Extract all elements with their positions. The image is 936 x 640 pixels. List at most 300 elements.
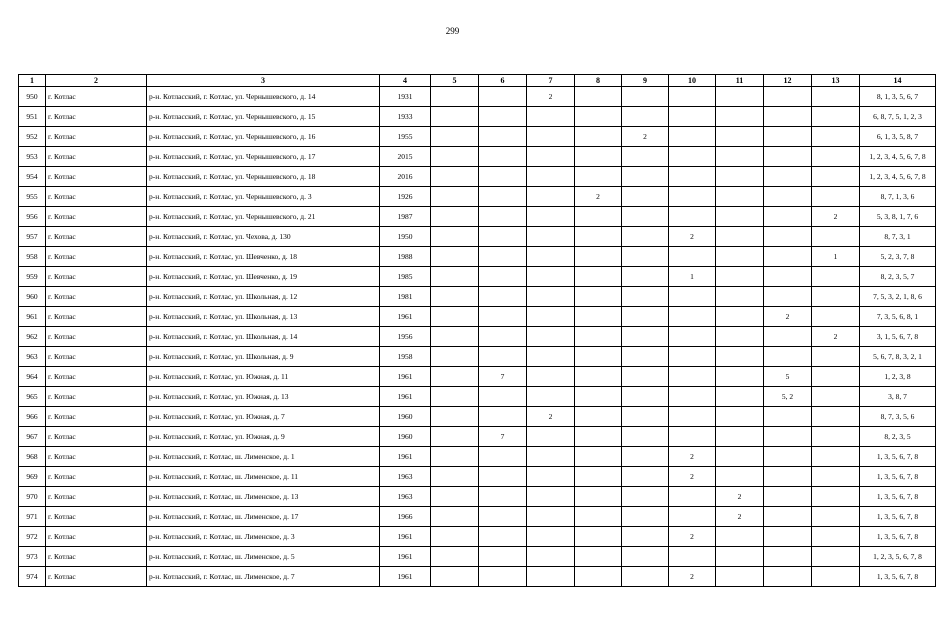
- cell-col-7: [527, 467, 575, 487]
- column-header-4: 4: [380, 75, 431, 87]
- cell-col-8: [575, 247, 622, 267]
- cell-col-2: г. Котлас: [46, 327, 147, 347]
- cell-col-14: 1, 3, 5, 6, 7, 8: [860, 567, 936, 587]
- column-header-3: 3: [147, 75, 380, 87]
- cell-col-11: [716, 227, 764, 247]
- cell-col-2: г. Котлас: [46, 387, 147, 407]
- cell-col-7: [527, 487, 575, 507]
- cell-col-8: [575, 327, 622, 347]
- column-header-6: 6: [479, 75, 527, 87]
- cell-col-8: [575, 487, 622, 507]
- cell-col-13: [812, 127, 860, 147]
- cell-col-11: [716, 327, 764, 347]
- cell-col-2: г. Котлас: [46, 567, 147, 587]
- cell-col-12: [764, 247, 812, 267]
- cell-col-3: р-н. Котласский, г. Котлас, ш. Лименское, д. 7: [147, 567, 380, 587]
- cell-col-13: [812, 347, 860, 367]
- cell-col-3: р-н. Котласский, г. Котлас, ш. Лименское, д. 5: [147, 547, 380, 567]
- table-row: [19, 307, 936, 327]
- cell-col-13: [812, 287, 860, 307]
- cell-col-2: г. Котлас: [46, 467, 147, 487]
- cell-col-1: 957: [19, 227, 46, 247]
- cell-col-5: [431, 527, 479, 547]
- cell-col-4: 1961: [380, 387, 431, 407]
- cell-col-12: [764, 407, 812, 427]
- cell-col-8: [575, 267, 622, 287]
- cell-col-14: 1, 3, 5, 6, 7, 8: [860, 527, 936, 547]
- cell-col-9: [622, 367, 669, 387]
- cell-col-9: [622, 427, 669, 447]
- cell-col-5: [431, 447, 479, 467]
- cell-col-6: [479, 447, 527, 467]
- cell-col-14: 1, 2, 3, 4, 5, 6, 7, 8: [860, 147, 936, 167]
- cell-col-12: [764, 527, 812, 547]
- cell-col-10: [669, 147, 716, 167]
- table-row: [19, 287, 936, 307]
- cell-col-6: [479, 507, 527, 527]
- cell-col-6: [479, 327, 527, 347]
- cell-col-12: [764, 127, 812, 147]
- cell-col-6: [479, 307, 527, 327]
- cell-col-4: 1961: [380, 367, 431, 387]
- cell-col-9: [622, 227, 669, 247]
- cell-col-13: 1: [812, 247, 860, 267]
- cell-col-3: р-н. Котласский, г. Котлас, ул. Южная, д. 11: [147, 367, 380, 387]
- cell-col-1: 958: [19, 247, 46, 267]
- cell-col-3: р-н. Котласский, г. Котлас, ул. Чернышевского, д. 21: [147, 207, 380, 227]
- cell-col-13: [812, 367, 860, 387]
- cell-col-6: [479, 107, 527, 127]
- cell-col-14: 5, 3, 8, 1, 7, 6: [860, 207, 936, 227]
- cell-col-6: [479, 207, 527, 227]
- cell-col-10: [669, 507, 716, 527]
- cell-col-7: [527, 167, 575, 187]
- cell-col-2: г. Котлас: [46, 107, 147, 127]
- cell-col-6: [479, 487, 527, 507]
- cell-col-10: [669, 407, 716, 427]
- cell-col-11: [716, 447, 764, 467]
- column-header-11: 11: [716, 75, 764, 87]
- cell-col-9: [622, 147, 669, 167]
- cell-col-1: 973: [19, 547, 46, 567]
- cell-col-14: 8, 7, 3, 5, 6: [860, 407, 936, 427]
- cell-col-3: р-н. Котласский, г. Котлас, ул. Школьная, д. 13: [147, 307, 380, 327]
- cell-col-14: 8, 7, 1, 3, 6: [860, 187, 936, 207]
- cell-col-4: 1985: [380, 267, 431, 287]
- cell-col-11: [716, 567, 764, 587]
- cell-col-6: [479, 567, 527, 587]
- cell-col-10: [669, 307, 716, 327]
- cell-col-1: 955: [19, 187, 46, 207]
- cell-col-11: [716, 307, 764, 327]
- cell-col-6: [479, 87, 527, 107]
- cell-col-6: [479, 407, 527, 427]
- cell-col-3: р-н. Котласский, г. Котлас, ул. Южная, д. 9: [147, 427, 380, 447]
- cell-col-13: [812, 387, 860, 407]
- cell-col-1: 972: [19, 527, 46, 547]
- cell-col-3: р-н. Котласский, г. Котлас, ул. Шевченко, д. 19: [147, 267, 380, 287]
- cell-col-7: 2: [527, 407, 575, 427]
- cell-col-2: г. Котлас: [46, 147, 147, 167]
- cell-col-4: 1950: [380, 227, 431, 247]
- cell-col-7: [527, 247, 575, 267]
- cell-col-12: 5, 2: [764, 387, 812, 407]
- cell-col-5: [431, 127, 479, 147]
- cell-col-14: 7, 5, 3, 2, 1, 8, 6: [860, 287, 936, 307]
- cell-col-5: [431, 87, 479, 107]
- column-header-14: 14: [860, 75, 936, 87]
- cell-col-8: [575, 547, 622, 567]
- cell-col-13: [812, 527, 860, 547]
- cell-col-5: [431, 387, 479, 407]
- cell-col-4: 2015: [380, 147, 431, 167]
- cell-col-10: [669, 547, 716, 567]
- column-header-2: 2: [46, 75, 147, 87]
- table-row: [19, 387, 936, 407]
- cell-col-2: г. Котлас: [46, 527, 147, 547]
- cell-col-10: 2: [669, 467, 716, 487]
- cell-col-10: [669, 367, 716, 387]
- cell-col-5: [431, 287, 479, 307]
- cell-col-9: [622, 387, 669, 407]
- table-row: [19, 327, 936, 347]
- cell-col-1: 967: [19, 427, 46, 447]
- cell-col-3: р-н. Котласский, г. Котлас, ул. Шевченко, д. 18: [147, 247, 380, 267]
- cell-col-10: [669, 327, 716, 347]
- cell-col-10: 2: [669, 447, 716, 467]
- cell-col-2: г. Котлас: [46, 347, 147, 367]
- cell-col-8: [575, 207, 622, 227]
- cell-col-9: [622, 447, 669, 467]
- cell-col-11: [716, 187, 764, 207]
- page-number: 299: [445, 26, 460, 36]
- cell-col-7: 2: [527, 87, 575, 107]
- table-row: [19, 247, 936, 267]
- cell-col-11: [716, 127, 764, 147]
- cell-col-12: [764, 227, 812, 247]
- cell-col-6: [479, 127, 527, 147]
- cell-col-5: [431, 267, 479, 287]
- cell-col-8: [575, 287, 622, 307]
- cell-col-1: 966: [19, 407, 46, 427]
- cell-col-5: [431, 407, 479, 427]
- cell-col-7: [527, 307, 575, 327]
- cell-col-5: [431, 567, 479, 587]
- cell-col-2: г. Котлас: [46, 487, 147, 507]
- cell-col-2: г. Котлас: [46, 187, 147, 207]
- cell-col-7: [527, 227, 575, 247]
- cell-col-7: [527, 367, 575, 387]
- cell-col-1: 969: [19, 467, 46, 487]
- cell-col-7: [527, 187, 575, 207]
- cell-col-3: р-н. Котласский, г. Котлас, ш. Лименское, д. 13: [147, 487, 380, 507]
- cell-col-1: 964: [19, 367, 46, 387]
- cell-col-13: [812, 447, 860, 467]
- cell-col-14: 3, 8, 7: [860, 387, 936, 407]
- cell-col-6: [479, 467, 527, 487]
- cell-col-7: [527, 127, 575, 147]
- cell-col-4: 1966: [380, 507, 431, 527]
- cell-col-14: 1, 3, 5, 6, 7, 8: [860, 507, 936, 527]
- cell-col-13: [812, 147, 860, 167]
- cell-col-2: г. Котлас: [46, 267, 147, 287]
- table-row: [19, 367, 936, 387]
- cell-col-3: р-н. Котласский, г. Котлас, ул. Чехова, д. 130: [147, 227, 380, 247]
- cell-col-13: [812, 187, 860, 207]
- cell-col-3: р-н. Котласский, г. Котлас, ул. Чернышевского, д. 16: [147, 127, 380, 147]
- cell-col-14: 1, 2, 3, 5, 6, 7, 8: [860, 547, 936, 567]
- cell-col-1: 960: [19, 287, 46, 307]
- cell-col-8: [575, 387, 622, 407]
- cell-col-3: р-н. Котласский, г. Котлас, ш. Лименское, д. 17: [147, 507, 380, 527]
- cell-col-13: 2: [812, 327, 860, 347]
- table-row: [19, 227, 936, 247]
- cell-col-2: г. Котлас: [46, 507, 147, 527]
- cell-col-6: [479, 347, 527, 367]
- cell-col-10: 2: [669, 227, 716, 247]
- cell-col-2: г. Котлас: [46, 247, 147, 267]
- cell-col-11: [716, 107, 764, 127]
- cell-col-10: [669, 387, 716, 407]
- cell-col-14: 8, 1, 3, 5, 6, 7: [860, 87, 936, 107]
- cell-col-12: [764, 267, 812, 287]
- cell-col-11: [716, 427, 764, 447]
- cell-col-8: [575, 507, 622, 527]
- table-row: [19, 147, 936, 167]
- cell-col-2: г. Котлас: [46, 227, 147, 247]
- cell-col-8: [575, 347, 622, 367]
- cell-col-9: 2: [622, 127, 669, 147]
- cell-col-6: [479, 167, 527, 187]
- cell-col-11: [716, 407, 764, 427]
- cell-col-14: 8, 7, 3, 1: [860, 227, 936, 247]
- cell-col-11: 2: [716, 507, 764, 527]
- cell-col-6: [479, 547, 527, 567]
- cell-col-12: [764, 207, 812, 227]
- table-row: [19, 447, 936, 467]
- cell-col-11: [716, 167, 764, 187]
- cell-col-6: [479, 287, 527, 307]
- cell-col-2: г. Котлас: [46, 447, 147, 467]
- cell-col-12: [764, 147, 812, 167]
- column-header-13: 13: [812, 75, 860, 87]
- cell-col-14: 1, 2, 3, 8: [860, 367, 936, 387]
- cell-col-7: [527, 447, 575, 467]
- cell-col-10: [669, 287, 716, 307]
- cell-col-10: [669, 207, 716, 227]
- cell-col-12: [764, 507, 812, 527]
- cell-col-9: [622, 167, 669, 187]
- cell-col-8: 2: [575, 187, 622, 207]
- cell-col-1: 953: [19, 147, 46, 167]
- cell-col-8: [575, 467, 622, 487]
- cell-col-14: 6, 8, 7, 5, 1, 2, 3: [860, 107, 936, 127]
- cell-col-9: [622, 267, 669, 287]
- cell-col-14: 5, 6, 7, 8, 3, 2, 1: [860, 347, 936, 367]
- cell-col-1: 961: [19, 307, 46, 327]
- cell-col-11: [716, 207, 764, 227]
- cell-col-1: 959: [19, 267, 46, 287]
- cell-col-14: 1, 3, 5, 6, 7, 8: [860, 447, 936, 467]
- cell-col-5: [431, 227, 479, 247]
- cell-col-9: [622, 487, 669, 507]
- cell-col-5: [431, 247, 479, 267]
- cell-col-14: 6, 1, 3, 5, 8, 7: [860, 127, 936, 147]
- table-row: [19, 427, 936, 447]
- cell-col-11: 2: [716, 487, 764, 507]
- cell-col-3: р-н. Котласский, г. Котлас, ул. Южная, д. 7: [147, 407, 380, 427]
- cell-col-14: 3, 1, 5, 6, 7, 8: [860, 327, 936, 347]
- cell-col-9: [622, 207, 669, 227]
- cell-col-11: [716, 247, 764, 267]
- cell-col-14: 1, 2, 3, 4, 5, 6, 7, 8: [860, 167, 936, 187]
- cell-col-3: р-н. Котласский, г. Котлас, ул. Чернышевского, д. 3: [147, 187, 380, 207]
- table-row: [19, 407, 936, 427]
- cell-col-11: [716, 467, 764, 487]
- cell-col-8: [575, 167, 622, 187]
- cell-col-1: 951: [19, 107, 46, 127]
- cell-col-14: 7, 3, 5, 6, 8, 1: [860, 307, 936, 327]
- cell-col-9: [622, 547, 669, 567]
- cell-col-1: 962: [19, 327, 46, 347]
- cell-col-9: [622, 287, 669, 307]
- cell-col-1: 950: [19, 87, 46, 107]
- cell-col-5: [431, 327, 479, 347]
- cell-col-13: [812, 487, 860, 507]
- cell-col-13: [812, 87, 860, 107]
- cell-col-12: [764, 447, 812, 467]
- cell-col-4: 1958: [380, 347, 431, 367]
- cell-col-6: [479, 267, 527, 287]
- cell-col-3: р-н. Котласский, г. Котлас, ш. Лименское, д. 1: [147, 447, 380, 467]
- cell-col-2: г. Котлас: [46, 207, 147, 227]
- cell-col-3: р-н. Котласский, г. Котлас, ул. Школьная, д. 9: [147, 347, 380, 367]
- cell-col-5: [431, 207, 479, 227]
- cell-col-2: г. Котлас: [46, 367, 147, 387]
- cell-col-6: [479, 147, 527, 167]
- cell-col-5: [431, 547, 479, 567]
- cell-col-13: [812, 507, 860, 527]
- cell-col-12: [764, 187, 812, 207]
- cell-col-9: [622, 327, 669, 347]
- cell-col-4: 1960: [380, 427, 431, 447]
- cell-col-12: [764, 427, 812, 447]
- cell-col-3: р-н. Котласский, г. Котлас, ул. Чернышевского, д. 14: [147, 87, 380, 107]
- cell-col-9: [622, 407, 669, 427]
- cell-col-3: р-н. Котласский, г. Котлас, ш. Лименское, д. 3: [147, 527, 380, 547]
- table-row: [19, 107, 936, 127]
- cell-col-14: 1, 3, 5, 6, 7, 8: [860, 467, 936, 487]
- cell-col-2: г. Котлас: [46, 407, 147, 427]
- cell-col-10: 1: [669, 267, 716, 287]
- cell-col-4: 1981: [380, 287, 431, 307]
- cell-col-12: 2: [764, 307, 812, 327]
- cell-col-8: [575, 567, 622, 587]
- cell-col-13: [812, 167, 860, 187]
- cell-col-13: [812, 467, 860, 487]
- cell-col-1: 965: [19, 387, 46, 407]
- cell-col-1: 971: [19, 507, 46, 527]
- cell-col-12: [764, 547, 812, 567]
- cell-col-4: 1963: [380, 467, 431, 487]
- cell-col-1: 954: [19, 167, 46, 187]
- cell-col-10: [669, 107, 716, 127]
- cell-col-11: [716, 267, 764, 287]
- cell-col-13: 2: [812, 207, 860, 227]
- cell-col-13: [812, 267, 860, 287]
- cell-col-8: [575, 307, 622, 327]
- cell-col-12: [764, 327, 812, 347]
- table-row: [19, 347, 936, 367]
- cell-col-12: [764, 467, 812, 487]
- cell-col-11: [716, 387, 764, 407]
- cell-col-8: [575, 127, 622, 147]
- column-header-5: 5: [431, 75, 479, 87]
- cell-col-14: 5, 2, 3, 7, 8: [860, 247, 936, 267]
- cell-col-12: [764, 167, 812, 187]
- cell-col-2: г. Котлас: [46, 87, 147, 107]
- cell-col-5: [431, 367, 479, 387]
- cell-col-5: [431, 307, 479, 327]
- cell-col-6: [479, 187, 527, 207]
- table-row: [19, 527, 936, 547]
- cell-col-9: [622, 567, 669, 587]
- cell-col-4: 2016: [380, 167, 431, 187]
- cell-col-3: р-н. Котласский, г. Котлас, ул. Чернышевского, д. 17: [147, 147, 380, 167]
- cell-col-2: г. Котлас: [46, 127, 147, 147]
- cell-col-14: 8, 2, 3, 5: [860, 427, 936, 447]
- table-row: [19, 167, 936, 187]
- cell-col-1: 974: [19, 567, 46, 587]
- cell-col-6: 7: [479, 367, 527, 387]
- table-row: [19, 467, 936, 487]
- cell-col-3: р-н. Котласский, г. Котлас, ул. Чернышевского, д. 18: [147, 167, 380, 187]
- cell-col-11: [716, 147, 764, 167]
- cell-col-5: [431, 487, 479, 507]
- cell-col-7: [527, 287, 575, 307]
- cell-col-10: 2: [669, 567, 716, 587]
- cell-col-7: [527, 547, 575, 567]
- cell-col-13: [812, 407, 860, 427]
- cell-col-1: 952: [19, 127, 46, 147]
- cell-col-12: [764, 487, 812, 507]
- cell-col-5: [431, 167, 479, 187]
- cell-col-4: 1926: [380, 187, 431, 207]
- cell-col-5: [431, 107, 479, 127]
- cell-col-12: [764, 567, 812, 587]
- cell-col-4: 1956: [380, 327, 431, 347]
- cell-col-8: [575, 367, 622, 387]
- cell-col-2: г. Котлас: [46, 427, 147, 447]
- cell-col-4: 1960: [380, 407, 431, 427]
- cell-col-11: [716, 287, 764, 307]
- cell-col-5: [431, 467, 479, 487]
- cell-col-5: [431, 147, 479, 167]
- cell-col-7: [527, 207, 575, 227]
- registry-table: [18, 74, 936, 587]
- cell-col-3: р-н. Котласский, г. Котлас, ул. Школьная, д. 12: [147, 287, 380, 307]
- cell-col-13: [812, 547, 860, 567]
- cell-col-7: [527, 327, 575, 347]
- cell-col-4: 1961: [380, 307, 431, 327]
- cell-col-7: [527, 387, 575, 407]
- table-row: [19, 567, 936, 587]
- table-row: [19, 267, 936, 287]
- cell-col-4: 1931: [380, 87, 431, 107]
- cell-col-11: [716, 527, 764, 547]
- cell-col-11: [716, 367, 764, 387]
- cell-col-10: [669, 247, 716, 267]
